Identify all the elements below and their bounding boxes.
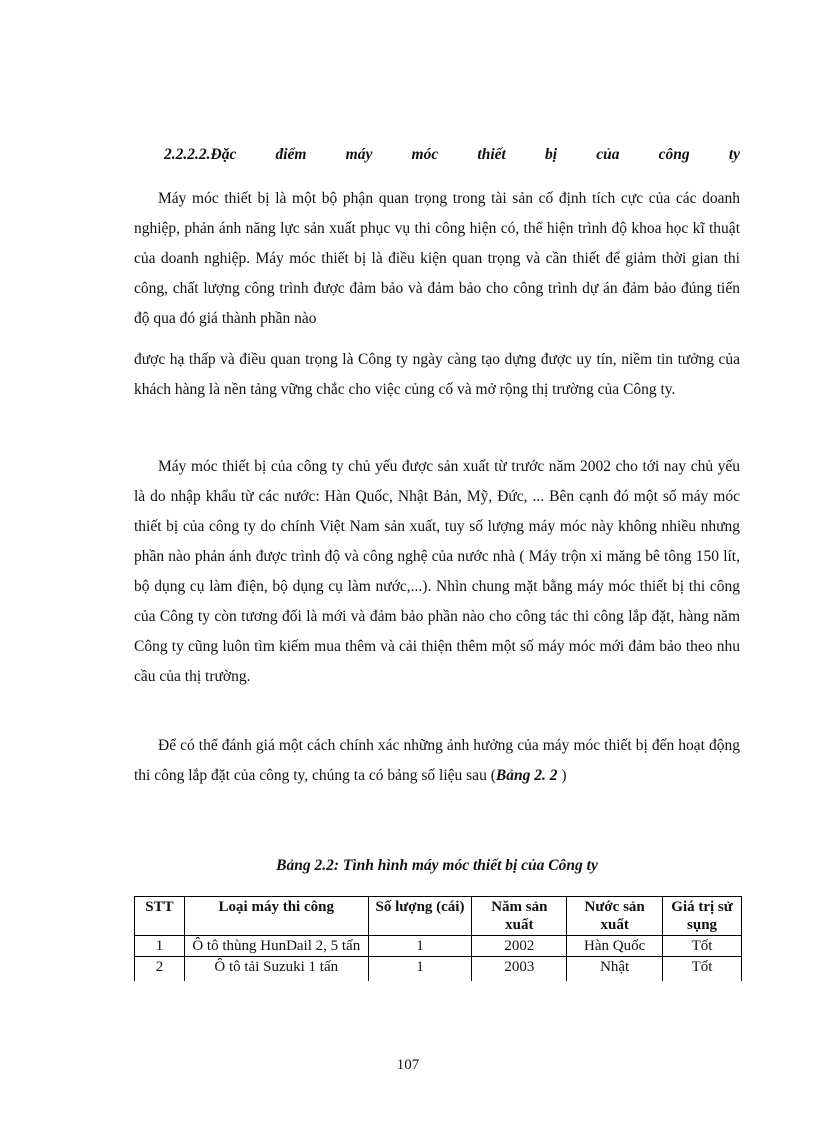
table-cell: 1 [368, 936, 472, 957]
section-heading [164, 146, 740, 164]
table-cell: 2 [135, 957, 185, 982]
table-cell: Tốt [663, 957, 742, 982]
heading-word: của [596, 146, 620, 163]
paragraph-3 [134, 731, 740, 791]
column-header: Loại máy thi công [184, 897, 368, 936]
table-cell: Ô tô thùng HunDail 2, 5 tấn [184, 936, 368, 957]
table-cell: Hàn Quốc [567, 936, 663, 957]
paragraph-1a: Máy móc thiết bị là một bộ phận quan trọng trong tài sản cố định tích cực của các doanh nghiệp, phản ánh năng lực sản xuất phục vụ thi công hiện có, thể hiện trình độ khoa học kĩ thuật của doanh nghiệp. Máy móc thiết bị là điều kiện quan trọng và cần thiết để giảm thời gian thi công, chất lượng công trình được đảm bảo và đảm bảo cho công trình dự án đảm bảo đúng tiến độ qua đó giá thành phần nào [134, 190, 740, 327]
page-number: 107 [396, 1057, 420, 1073]
column-header: Năm sản xuất [472, 897, 567, 936]
heading-word: 2.2.2.2.Đặc [164, 146, 237, 163]
table-row [135, 957, 742, 982]
heading-word: móc [411, 146, 439, 163]
paragraph-3-end: ) [561, 767, 567, 784]
heading-word: điểm [275, 146, 307, 163]
equipment-table [134, 896, 742, 981]
table-cell: Nhật [567, 957, 663, 982]
heading-word: bị [544, 146, 558, 163]
heading-word: máy [345, 146, 373, 163]
column-header: Số lượng (cái) [368, 897, 472, 936]
heading-word: ty [728, 146, 740, 163]
table-cell: 2003 [472, 957, 567, 982]
paragraph-1b: được hạ thấp và điều quan trọng là Công ty ngày càng tạo dựng được uy tín, niềm tin tưởng của khách hàng là nền tảng vững chắc cho việc củng cố và mở rộng thị trường của Công ty. [134, 351, 740, 398]
heading-word: công [658, 146, 690, 163]
table-caption: Bảng 2.2: Tình hình máy móc thiết bị của Công ty [276, 857, 598, 874]
paragraph-2: Máy móc thiết bị của công ty chủ yếu được sản xuất từ trước năm 2002 cho tới nay chủ yếu là do nhập khẩu từ các nước: Hàn Quốc, Nhật Bản, Mỹ, Đức, ... Bên cạnh đó một số máy móc thiết bị của công ty do chính Việt Nam sản xuất, tuy số lượng máy móc này không nhiều nhưng phần nào phản ánh được trình độ và công nghệ của nước nhà ( Máy trộn xi măng bê tông 150 lít, bộ dụng cụ làm điện, bộ dụng cụ làm nước,...). Nhìn chung mặt bằng máy móc thiết bị thi công của Công ty còn tương đối là mới và đảm bảo phần nào cho công tác thi công lắp đặt, hàng năm Công ty cũng luôn tìm kiếm mua thêm và cải thiện thêm một số máy móc mới đảm bảo theo nhu cầu của thị trường. [134, 458, 740, 685]
table-cell: 1 [368, 957, 472, 982]
table-cell: Ô tô tải Suzuki 1 tấn [184, 957, 368, 982]
table-cell: 1 [135, 936, 185, 957]
column-header: Giá trị sử sụng [663, 897, 742, 936]
column-header: Nước sản xuất [567, 897, 663, 936]
paragraph-3-text: Để có thể đánh giá một cách chính xác những ảnh hưởng của máy móc thiết bị đến hoạt động thi công lắp đặt của công ty, chúng ta có bảng số liệu sau ( [134, 737, 740, 784]
table-header-row [135, 897, 742, 936]
table-reference: Bảng 2. 2 [495, 767, 558, 784]
table-cell: Tốt [663, 936, 742, 957]
table-cell: 2002 [472, 936, 567, 957]
column-header: STT [135, 897, 185, 936]
heading-word: thiết [477, 146, 506, 163]
table-row [135, 936, 742, 957]
